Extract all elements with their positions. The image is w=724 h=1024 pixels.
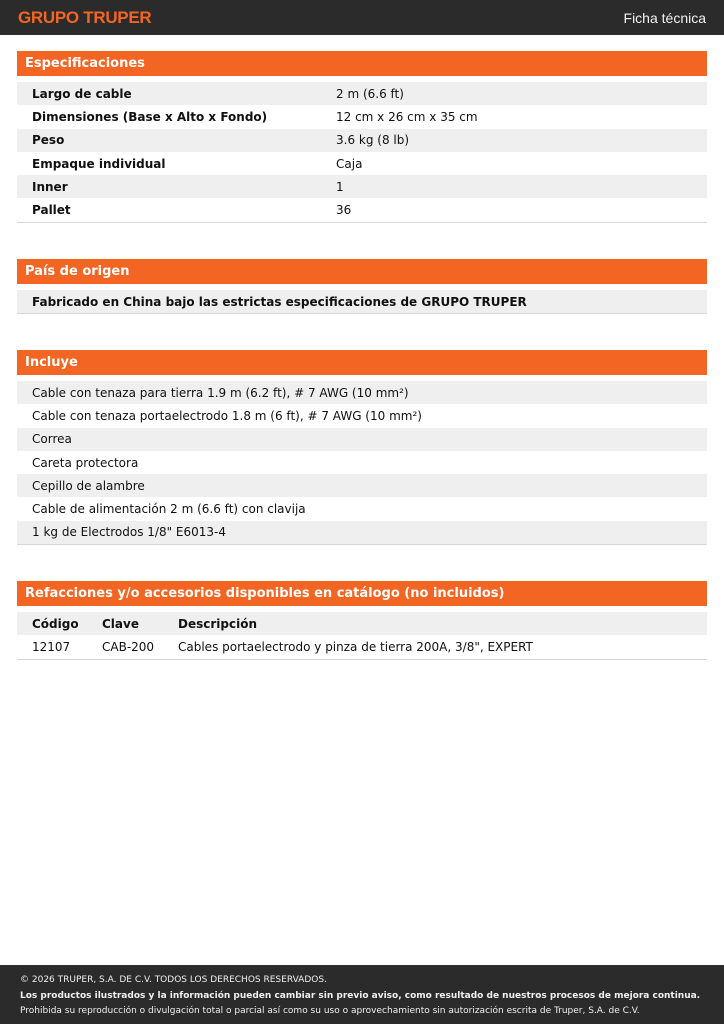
accessories-title: Refacciones y/o accesorios disponibles en catálogo (no incluidos) [17,581,707,606]
spec-label: Largo de cable [32,86,132,101]
spec-value: 12 cm x 26 cm x 35 cm [336,109,478,124]
spec-row [17,152,707,175]
specs-title: Especificaciones [17,51,707,76]
spec-label: Pallet [32,203,71,218]
top-bar [0,0,724,35]
spec-row [17,105,707,128]
spec-label: Peso [32,133,65,148]
list-item: Cable con tenaza para tierra 1.9 m (6.2 ft), # 7 AWG (10 mm²) [17,381,707,404]
includes-section [17,350,707,545]
spec-value: 36 [336,203,352,218]
includes-list [17,381,707,545]
legal-text: Prohibida su reproducción o divulgación total o parcial así como su uso o aprovechamiento sin autorización escrita de Truper, S.A. de C.V. [20,1006,640,1016]
spec-row [17,129,707,152]
origin-title: País de origen [17,259,707,284]
column-header-description: Descripción [178,616,257,631]
cell-key: CAB-200 [102,639,155,654]
spec-label: Empaque individual [32,156,166,171]
spec-label: Inner [32,179,68,194]
accessories-section [17,581,707,660]
origin-text: Fabricado en China bajo las estrictas especificaciones de GRUPO TRUPER [17,290,707,313]
specs-table [17,82,707,223]
list-item: Careta protectora [32,455,139,470]
document-type-label: Ficha técnica [623,9,706,26]
table-header-row [17,612,707,635]
copyright-text: © 2026 TRUPER, S.A. DE C.V. TODOS LOS DERECHOS RESERVADOS. [20,975,327,985]
column-header-code: Código [32,616,79,631]
spec-label: Dimensiones (Base x Alto x Fondo) [32,109,268,124]
list-item: Correa [17,428,707,451]
spec-row [17,82,707,105]
spec-value: 2 m (6.6 ft) [336,86,404,101]
disclaimer-text: Los productos ilustrados y la información pueden cambiar sin previo aviso, como resultado de nuestros procesos de mejora continua. [20,990,701,1001]
list-item: Cable con tenaza portaelectrodo 1.8 m (6 ft), # 7 AWG (10 mm²) [32,408,422,423]
list-item: 1 kg de Electrodos 1/8" E6013-4 [17,521,707,544]
cell-code: 12107 [32,639,71,654]
spec-row [17,198,707,221]
list-item: Cable de alimentación 2 m (6.6 ft) con clavija [32,502,306,517]
includes-title: Incluye [17,350,707,375]
list-item: Cepillo de alambre [17,474,707,497]
accessories-table [17,612,707,660]
brand-logo: GRUPO TRUPER [18,7,152,27]
origin-table [17,290,707,314]
column-header-key: Clave [102,616,139,631]
spec-value: 3.6 kg (8 lb) [336,133,410,148]
footer [0,965,724,1024]
spec-row [17,175,707,198]
specs-section [17,51,707,223]
origin-section [17,259,707,314]
cell-description: Cables portaelectrodo y pinza de tierra 200A, 3/8", EXPERT [178,639,533,654]
table-row [17,635,707,658]
spec-value: Caja [336,156,363,171]
spec-value: 1 [336,179,344,194]
